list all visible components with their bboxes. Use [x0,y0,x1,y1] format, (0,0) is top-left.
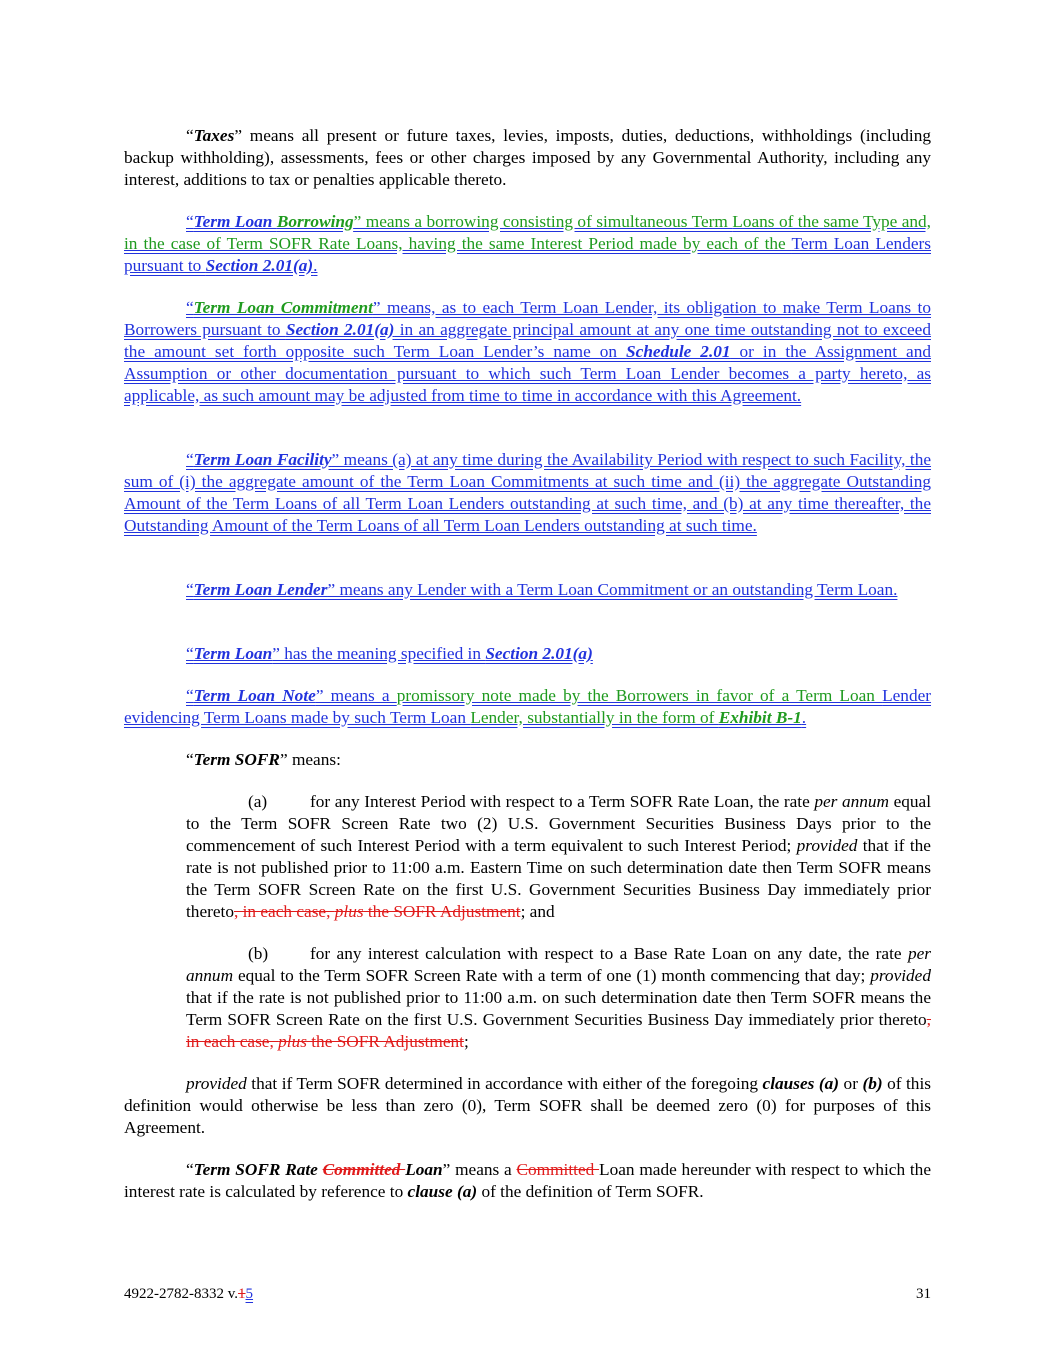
proviso-text: that if Term SOFR determined in accordance with either of the foregoing [246,1074,763,1093]
period: . [313,256,318,275]
definition-body: or in the Assignment and Assumption or other documentation pursuant to which such Term Loan Lender becomes a party hereto, as applicable, as such amount may be adjusted from time to time in accordance with this Agreement. [124,342,931,405]
section-reference: Section 2.01(a) [285,320,395,339]
open-quote: “ [186,580,194,599]
term-sofr-clause-a [186,791,931,923]
clause-text: per annum [186,944,931,985]
clause-text: equal to the Term SOFR Screen Rate with a term of one (1) month commencing that day; [233,966,871,985]
deleted-text: Committed [322,1160,406,1179]
deleted-text: Committed [516,1160,600,1179]
clause-text: per annum [814,792,890,811]
defined-term: Term Loan Facility [193,450,332,469]
definition-term-loan-borrowing [124,211,931,277]
clause-text: ; [463,1032,469,1051]
defined-term-inserted: Borrowing [276,212,354,231]
open-quote: “ [186,298,194,317]
defined-term: Term Loan [193,212,277,231]
deleted-text: plus [334,902,364,921]
page-number: 31 [916,1286,931,1302]
deleted-version: 1 [238,1286,246,1302]
open-quote: “ [186,1160,194,1179]
open-quote: “ [186,450,194,469]
definition-body: Lender, substantially in the form of [470,708,719,727]
definition-body: ” means a borrowing consisting of simultaneous Term [353,212,733,231]
term-sofr-clause-b [186,943,931,1053]
definition-body: Loan made hereunder with respect to which the interest rate is calculated by reference to [124,1160,931,1201]
clause-text: provided [796,836,858,855]
definition-body: of the definition of Term SOFR. [477,1182,704,1201]
definition-body: promissory note made by the Borrowers in favor of a Term Loan [396,686,883,705]
deleted-text: plus [278,1032,307,1051]
clause-text: that if the rate is not published prior to 11:00 a.m. Eastern Time on such determination date then Term SOFR means the Term SOFR Screen Rate on the first U.S. Government Securities Business Day immediately prior thereto [186,836,931,921]
definition-body: ” has the meaning specified in [272,644,486,663]
open-quote: “ [186,686,194,705]
clause-label: (b) [248,944,269,963]
definition-body: ” means any Lender with a Term Loan Commitment or an outstanding Term Loan. [327,580,898,599]
clause-reference: clauses (a) [762,1074,840,1093]
clause-text: that if the rate is not published prior to 11:00 a.m. on such determination date then Term SOFR means the Term SOFR Screen Rate on the first U.S. Government Securities Business Day immediately prior thereto [186,988,931,1029]
proviso-text: or [839,1074,863,1093]
doc-id-text: 4922-2782-8332 v. [124,1286,239,1302]
defined-term: Term Loan Commitment [193,298,373,317]
clause-text: for any interest calculation with respect to a Base Rate Loan on any date, the rate [310,944,908,963]
period: . [801,708,807,727]
deleted-text: , in each case, [233,902,335,921]
exhibit-reference: Exhibit B-1 [718,708,802,727]
definition-body: Lender evidencing Term Loans made by such Term Loan [124,686,932,727]
deleted-text: the SOFR Adjustment [363,902,521,921]
definition-body: Loans of the same Type and, in the case of Term SOFR Rate Loans, having the same Interest Period made by each of the [124,212,931,253]
definition-term-loan-lender [124,579,931,601]
definition-taxes [124,125,931,191]
clause-reference: clause (a) [407,1182,478,1201]
definition-term-loan [124,643,931,665]
definition-body: ” means all present or future taxes, levies, imposts, duties, deductions, withholdings (including backup withholding), assessments, fees or other charges imposed by any Governmental Authority, including any interest, additions to tax or penalties applicable thereto. [124,126,931,189]
deleted-text: the SOFR Adjustment [306,1032,464,1051]
open-quote: “ [186,126,194,145]
proviso-text: provided [186,1074,247,1093]
definition-body: ” means: [279,750,341,769]
open-quote: “ [186,750,194,769]
definition-body: ” means, as to each Term Loan Lender, its obligation to make Term Loans to Borrowers pursuant to [124,298,932,339]
definition-term-loan-note [124,685,931,729]
deleted-text: , in each case, [186,1010,931,1051]
defined-term: Term Loan Lender [193,580,328,599]
definition-body: ” means a [315,686,397,705]
clause-text: ; and [520,902,555,921]
inserted-version: 5 [245,1286,254,1302]
definition-body: ” means a [442,1160,517,1179]
definition-term-sofr [124,749,931,771]
clause-text: for any Interest Period with respect to a Term SOFR Rate Loan, the rate [310,792,815,811]
defined-term: Term SOFR Rate [193,1160,323,1179]
clause-text: provided [870,966,931,985]
schedule-reference: Schedule 2.01 [626,342,731,361]
section-reference: Section 2.01(a) [485,644,593,663]
section-reference: Section 2.01(a) [205,256,314,275]
defined-term: Term Loan [193,644,273,663]
definition-term-loan-commitment [124,297,931,407]
document-page [124,0,931,1365]
proviso-text: of this definition would otherwise be less than zero (0), Term SOFR shall be deemed zero (0) for purposes of this Agreement. [124,1074,931,1137]
clause-reference: (b) [862,1074,883,1093]
open-quote: “ [186,644,194,663]
definition-body: in an aggregate principal amount at any one time outstanding not to exceed the amount set forth opposite such Term Loan Lender’s name on [124,320,931,361]
definition-body: ” means (a) at any time during the Availability Period with respect to such Facility, the sum of (i) the aggregate amount of the Term Loan Commitments at such time and (ii) the aggregate Outstanding Amount of the Term Loans of all Term Loan Lenders outstanding at such time, and (b) at any time thereafter, the Outstanding Amount of the Term Loans of all Term Loan Lenders outstanding at such time. [124,450,932,535]
document-id [124,1283,253,1305]
defined-term: Term Loan Note [193,686,316,705]
defined-term: Taxes [193,126,235,145]
definition-body: Term Loan Lenders pursuant to [124,234,931,275]
term-sofr-proviso [124,1073,931,1139]
clause-text: equal to the Term SOFR Screen Rate two (2) U.S. Government Securities Business Days prior to the commencement of such Interest Period with a term equivalent to such Interest Period; [186,792,932,855]
clause-label: (a) [248,792,268,811]
definition-term-loan-facility [124,449,931,537]
defined-term: Term SOFR [193,750,280,769]
definition-term-sofr-rate-loan [124,1159,931,1203]
open-quote: “ [186,212,194,231]
defined-term: Loan [405,1160,443,1179]
